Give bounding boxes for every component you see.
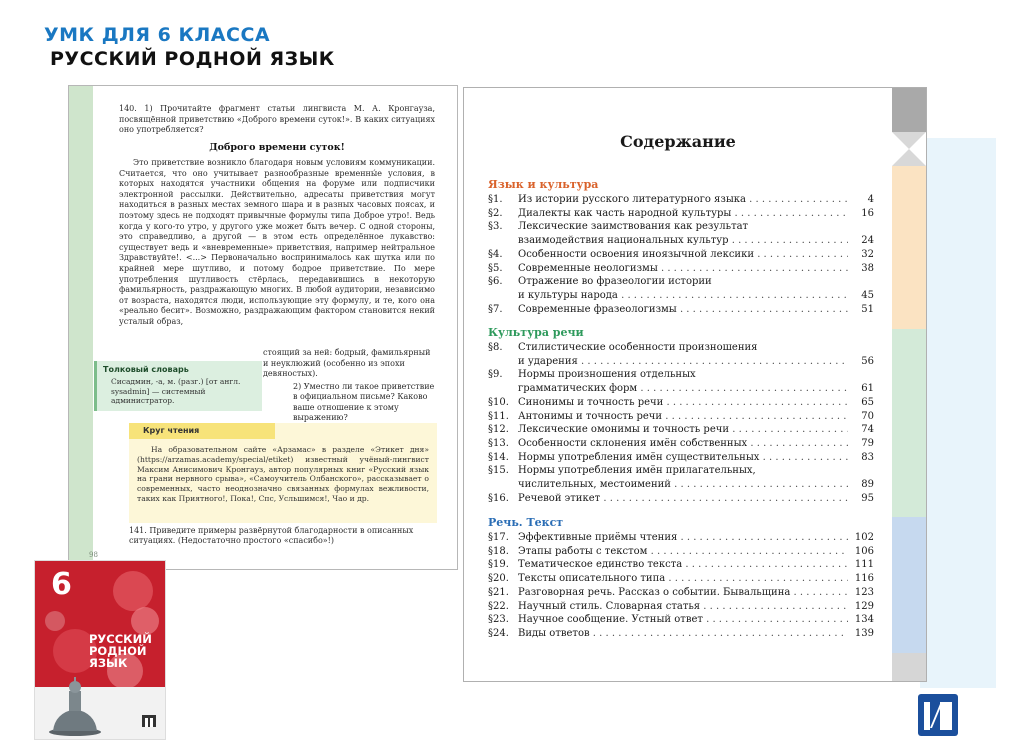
page-ref: 111 xyxy=(854,559,874,571)
contents-row xyxy=(488,452,874,466)
textbook-page-left xyxy=(68,85,458,570)
contents-row xyxy=(488,369,874,383)
section-title: Тексты описательного типа . . . xyxy=(518,573,848,584)
background-panel xyxy=(920,138,996,688)
contents-row xyxy=(488,532,874,546)
reading-text: На образовательном сайте «Арзамас» в разделе «Этикет дня» (https://arzamas.academy/special/etiket) известный учёный-лингвист Максим Анисимович Кронгауз, автор популярных книг «Русский язык на грани нервного срыва», «Самоучитель Олбанского», рассказывает о современных, часто неоднозначно связанных формулах вежливости, таких как Приятного!, Пока!, Спс, Усльшимся!, Чао и др. xyxy=(137,445,429,503)
contents-section-title: Язык и культура xyxy=(488,178,599,191)
section-number: §14. xyxy=(488,451,509,463)
contents-row xyxy=(488,249,874,263)
cover-title-line2: РОДНОЙ xyxy=(89,644,147,658)
section-title: взаимодействия национальных культур . . . xyxy=(518,235,848,246)
section-title: Виды ответов . . . xyxy=(518,628,848,639)
exercise-140: 140. 1) Прочитайте фрагмент статьи лингвиста М. А. Кронгауза, посвящённой приветствию «Доброго времени суток!». В каких ситуациях оно употребляется? xyxy=(119,104,435,135)
section-number: §19. xyxy=(488,559,509,571)
contents-page xyxy=(463,87,927,682)
contents-section-title: Речь. Текст xyxy=(488,516,564,529)
exercise-141: 141. Приведите примеры развёрнутой благодарности в описанных ситуациях. (Недостаточно простого «спасибо»!) xyxy=(129,526,414,546)
page-ref: 129 xyxy=(854,600,874,612)
publisher-mark-icon xyxy=(139,711,159,733)
section-title: Современные фразеологизмы . . . xyxy=(518,304,848,315)
contents-row xyxy=(488,493,874,507)
contents-row xyxy=(488,342,874,356)
contents-row xyxy=(488,383,874,397)
section-number: §5. xyxy=(488,262,503,274)
section-number: §2. xyxy=(488,207,503,219)
page-ref: 123 xyxy=(854,586,874,598)
section-title: Современные неологизмы . . . xyxy=(518,263,848,274)
contents-row xyxy=(488,263,874,277)
section-title: Нормы употребления имён существительных . . . xyxy=(518,452,848,463)
section-title: Из истории русского литературного языка . . . xyxy=(518,194,848,205)
publisher-logo-icon xyxy=(916,692,960,738)
reading-title: Круг чтения xyxy=(129,423,275,439)
section-number: §13. xyxy=(488,437,509,449)
section-number: §1. xyxy=(488,194,503,205)
section-number: §4. xyxy=(488,248,503,260)
page-ref: 89 xyxy=(861,479,874,490)
section-number: §15. xyxy=(488,465,509,477)
section-title: числительных, местоимений . . . xyxy=(518,479,848,490)
contents-row xyxy=(488,208,874,222)
page-ref: 116 xyxy=(854,573,874,585)
page-ref: 102 xyxy=(854,532,874,543)
article-body: Это приветствие возникло благодаря новым условиям коммуникации. Считается, что оно учитывает разнообразные временны́е условия, в которых находятся участники общения на форуме или подписчики электронной рассылки. Действительно, адресаты приветствия могут находиться в разных местах земного шара и в разных часовых поясах, и поэтому здесь не подходят привычные формулы типа Доброе утро!. Ведь когда у кого-то утро, у другого уже может быть вечер. С одной стороны, это справедливо, а другой — в этом есть определённое лукавство: существует ведь и «вневременные» приветствия, например нейтральное Здравствуйте!. <...> Первоначально воспринималось как шутка или по крайней мере шутливо, и потому бодрое приветствие. По мере употребления шутливость стёрлась, передавившись в некоторую фамильярность, раздражающую многих. В любой аудитории, независимо от возраста, находятся люди, использующие эту формулу, и те, кого она «реально бесит». Возможно, раздражающим фактором становится некий усталый образ, xyxy=(119,158,435,326)
vocabulary-text: Сисадмин, -а, м. (разг.) [от англ. sysadmin] — системный администратор. xyxy=(111,377,241,405)
page-subtitle: РУССКИЙ РОДНОЙ ЯЗЫК xyxy=(50,48,335,70)
section-number: §10. xyxy=(488,396,509,408)
section-title: Нормы произношения отдельных xyxy=(518,369,696,381)
vocabulary-box xyxy=(94,361,262,411)
page-ref: 16 xyxy=(861,207,874,219)
side-strip-blue xyxy=(892,517,926,653)
page-ref: 61 xyxy=(861,383,874,395)
contents-row xyxy=(488,304,874,318)
section-number: §12. xyxy=(488,424,509,436)
section-title: Нормы употребления имён прилагательных, xyxy=(518,465,756,477)
question-2: 2) Уместно ли такое приветствие в официальном письме? Каково ваше отношение к этому выражению? xyxy=(293,382,435,423)
section-title: Синонимы и точность речи . . . xyxy=(518,397,848,408)
contents-row xyxy=(488,628,874,642)
vocabulary-title: Толковый словарь xyxy=(103,365,189,374)
contents-row xyxy=(488,614,874,628)
page-ref: 95 xyxy=(861,492,874,504)
cover-grade-number: 6 xyxy=(51,567,72,602)
section-number: §9. xyxy=(488,369,503,381)
section-title: Лексические омонимы и точность речи . . . xyxy=(518,424,848,435)
section-title: Тематическое единство текста . . . xyxy=(518,559,848,570)
section-number: §3. xyxy=(488,221,503,233)
page-title: УМК ДЛЯ 6 КЛАССА xyxy=(44,24,271,46)
page-ref: 56 xyxy=(861,355,874,367)
page-ref: 32 xyxy=(861,248,874,260)
section-number: §23. xyxy=(488,614,509,626)
article-heading: Доброго времени суток! xyxy=(209,142,345,153)
section-number: §6. xyxy=(488,276,503,288)
contents-row xyxy=(488,397,874,411)
section-number: §7. xyxy=(488,303,503,315)
contents-row xyxy=(488,356,874,370)
contents-row xyxy=(488,424,874,438)
section-number: §11. xyxy=(488,410,509,422)
reading-box xyxy=(129,423,437,523)
page-ref: 79 xyxy=(861,437,874,449)
side-strip-green xyxy=(892,329,926,517)
contents-row xyxy=(488,290,874,304)
contents-row xyxy=(488,235,874,249)
page-ref: 74 xyxy=(861,424,874,436)
section-title: Разговорная речь. Рассказ о событии. Бывальщина . . . xyxy=(518,587,848,598)
section-number: §22. xyxy=(488,600,509,612)
section-number: §8. xyxy=(488,342,503,353)
section-title: Речевой этикет . . . xyxy=(518,493,848,504)
bookmark-ornament-icon xyxy=(892,132,926,166)
section-number: §24. xyxy=(488,627,509,639)
page-ref: 139 xyxy=(854,627,874,639)
cover-title xyxy=(89,633,152,669)
contents-row xyxy=(488,559,874,573)
contents-row xyxy=(488,276,874,290)
monument-icon xyxy=(45,677,105,737)
contents-heading: Содержание xyxy=(620,132,736,151)
article-body-continued: стоящий за ней: бодрый, фамильярный и неуклюжий (особенно из эпохи девяностых). xyxy=(263,348,431,379)
page-ref: 134 xyxy=(854,614,874,626)
page-ref: 24 xyxy=(861,235,874,247)
page-ref: 83 xyxy=(861,451,874,463)
section-title: грамматических форм . . . xyxy=(518,383,848,394)
section-number: §18. xyxy=(488,545,509,557)
section-title: и культуры народа . . . xyxy=(518,290,848,301)
contents-row xyxy=(488,465,874,479)
side-strip-bottom xyxy=(892,653,926,681)
contents-row xyxy=(488,221,874,235)
page-number: 98 xyxy=(89,551,98,559)
contents-section-title: Культура речи xyxy=(488,326,584,339)
section-title: Стилистические особенности произношения xyxy=(518,342,758,353)
book-cover xyxy=(35,561,165,739)
page-ref: 70 xyxy=(861,410,874,422)
page-ref: 4 xyxy=(867,194,874,205)
page-ref: 65 xyxy=(861,396,874,408)
cover-title-line3: ЯЗЫК xyxy=(89,656,128,670)
page-ref: 45 xyxy=(861,289,874,301)
page-ref: 38 xyxy=(861,262,874,274)
section-title: Этапы работы с текстом . . . xyxy=(518,546,848,557)
section-number: §20. xyxy=(488,573,509,585)
section-number: §16. xyxy=(488,492,509,504)
contents-row xyxy=(488,438,874,452)
section-title: Эффективные приёмы чтения . . . xyxy=(518,532,848,543)
side-strip-orange xyxy=(892,166,926,329)
contents-row xyxy=(488,546,874,560)
section-number: §17. xyxy=(488,532,509,543)
page-margin-strip xyxy=(69,86,93,569)
contents-row xyxy=(488,587,874,601)
contents-row xyxy=(488,411,874,425)
section-title: Диалекты как часть народной культуры . . . xyxy=(518,208,848,219)
section-title: Лексические заимствования как результат xyxy=(518,221,749,233)
section-title: Особенности склонения имён собственных . . . xyxy=(518,438,848,449)
page-ref: 106 xyxy=(854,545,874,557)
cover-title-line1: РУССКИЙ xyxy=(89,632,152,646)
contents-row xyxy=(488,573,874,587)
section-title: Отражение во фразеологии истории xyxy=(518,276,712,288)
page-ref: 51 xyxy=(861,303,874,315)
section-number: §21. xyxy=(488,586,509,598)
section-title: Антонимы и точность речи . . . xyxy=(518,411,848,422)
section-title: Научное сообщение. Устный ответ . . . xyxy=(518,614,848,625)
contents-row xyxy=(488,194,874,208)
section-title: Особенности освоения иноязычной лексики . . . xyxy=(518,249,848,260)
contents-row xyxy=(488,479,874,493)
contents-row xyxy=(488,601,874,615)
section-title: Научный стиль. Словарная статья . . . xyxy=(518,601,848,612)
section-title: и ударения . . . xyxy=(518,356,848,367)
